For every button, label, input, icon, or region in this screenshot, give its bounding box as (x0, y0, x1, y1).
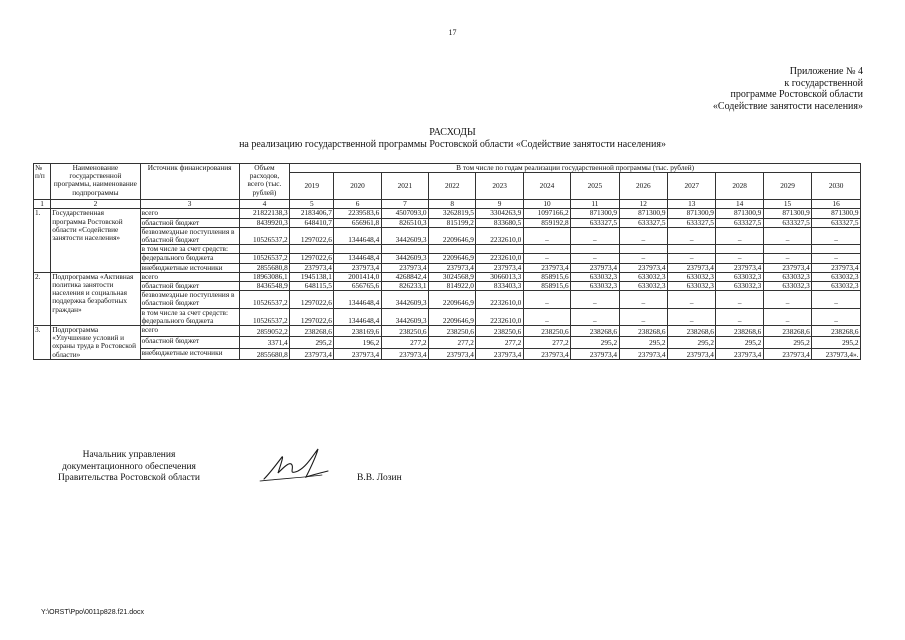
year-value-cell: 237973,4 (429, 348, 476, 359)
header-year-2030: 2030 (812, 173, 861, 200)
year-value-cell: 3442609,3 (381, 291, 428, 308)
table-row (34, 308, 861, 325)
year-value-cell: 238268,6 (812, 326, 861, 337)
year-value-cell (429, 245, 476, 254)
year-value-cell (290, 245, 334, 254)
year-value-cell: – (812, 254, 861, 263)
year-value-cell: 633327,5 (763, 218, 811, 227)
year-value-cell: – (523, 227, 570, 244)
year-value-cell: 833680,5 (476, 218, 523, 227)
funding-source: внебюджетные источники (140, 348, 239, 359)
year-value-cell: 238268,6 (290, 326, 334, 337)
year-value-cell: – (763, 254, 811, 263)
header-year-2021: 2021 (381, 173, 428, 200)
year-value-cell: 633032,3 (668, 272, 716, 281)
column-index-cell: 15 (763, 200, 811, 209)
handwritten-signature (258, 443, 330, 485)
year-value-cell: 277,2 (381, 337, 428, 348)
year-value-cell: 295,2 (290, 337, 334, 348)
header-year-2027: 2027 (668, 173, 716, 200)
year-value-cell: 237973,4 (290, 348, 334, 359)
total-volume-cell: 18963086,1 (239, 272, 290, 281)
total-volume-cell: 8436548,9 (239, 282, 290, 291)
year-value-cell (668, 245, 716, 254)
table-row (34, 245, 861, 254)
year-value-cell: 238250,6 (381, 326, 428, 337)
table-row (34, 218, 861, 227)
year-value-cell: – (763, 308, 811, 325)
total-volume-cell: 2859052,2 (239, 326, 290, 337)
table-row (34, 272, 861, 281)
year-value-cell: 2001414,0 (334, 272, 381, 281)
year-value-cell: 277,2 (476, 337, 523, 348)
year-value-cell: 277,2 (523, 337, 570, 348)
total-volume-cell: 2855680,8 (239, 348, 290, 359)
year-value-cell: 3442609,3 (381, 308, 428, 325)
year-value-cell: 237973,4 (716, 348, 763, 359)
year-value-cell: 295,2 (716, 337, 763, 348)
year-value-cell: 648115,5 (290, 282, 334, 291)
year-value-cell: – (716, 254, 763, 263)
year-value-cell (476, 245, 523, 254)
year-value-cell: 858915,6 (523, 272, 570, 281)
column-index-cell: 8 (429, 200, 476, 209)
year-value-cell: 871300,9 (571, 209, 619, 218)
signer-position-line-1: Начальник управления (82, 450, 176, 460)
year-value-cell: 238268,6 (619, 326, 667, 337)
title-sub: на реализацию государственной программы Ростовской области «Содействие занятости населения» (239, 138, 666, 150)
funding-source: всего (140, 326, 239, 337)
title-main: РАСХОДЫ (429, 127, 476, 138)
year-value-cell: 871300,9 (668, 209, 716, 218)
year-value-cell: 237973,4 (429, 263, 476, 272)
year-value-cell (716, 245, 763, 254)
year-value-cell: 237973,4 (381, 348, 428, 359)
header-year-2024: 2024 (523, 173, 570, 200)
year-value-cell: 871300,9 (763, 209, 811, 218)
year-value-cell: 3442609,3 (381, 227, 428, 244)
column-index-cell: 11 (571, 200, 619, 209)
year-value-cell: 237973,4 (571, 263, 619, 272)
year-value-cell: 238268,6 (668, 326, 716, 337)
total-volume-cell: 3371,4 (239, 337, 290, 348)
total-volume-cell: 10526537,2 (239, 291, 290, 308)
appendix-line-1: Приложение № 4 (789, 66, 863, 77)
year-value-cell: 2183406,7 (290, 209, 334, 218)
header-year-2019: 2019 (290, 173, 334, 200)
header-year-2020: 2020 (334, 173, 381, 200)
year-value-cell: – (668, 291, 716, 308)
column-index-row (34, 200, 861, 209)
document-title (0, 127, 905, 150)
program-number: 2. (34, 272, 51, 325)
year-value-cell: 2209646,9 (429, 227, 476, 244)
year-value-cell: 633327,5 (716, 218, 763, 227)
year-value-cell: – (619, 291, 667, 308)
year-value-cell: 871300,9 (619, 209, 667, 218)
year-value-cell: – (812, 227, 861, 244)
appendix-caption (623, 66, 863, 112)
year-value-cell: 237973,4 (523, 348, 570, 359)
year-value-cell: – (812, 308, 861, 325)
year-value-cell: 237973,4 (476, 348, 523, 359)
year-value-cell: 1297022,6 (290, 254, 334, 263)
funding-source: всего (140, 272, 239, 281)
total-volume-cell: 10526537,2 (239, 308, 290, 325)
year-value-cell: 2232610,0 (476, 308, 523, 325)
year-value-cell: 237973,4 (716, 263, 763, 272)
year-value-cell: – (716, 227, 763, 244)
year-value-cell: 277,2 (429, 337, 476, 348)
funding-source: безвозмездные поступления в областной бюджет (140, 291, 239, 308)
funding-source: безвозмездные поступления в областной бюджет (140, 227, 239, 244)
year-value-cell: 3262819,5 (429, 209, 476, 218)
column-index-cell: 12 (619, 200, 667, 209)
year-value-cell: – (619, 227, 667, 244)
year-value-cell: 3024568,9 (429, 272, 476, 281)
header-year-2029: 2029 (763, 173, 811, 200)
year-value-cell (381, 245, 428, 254)
year-value-cell: 815199,2 (429, 218, 476, 227)
year-value-cell: 859192,8 (523, 218, 570, 227)
header-year-2026: 2026 (619, 173, 667, 200)
signer-position-line-3: Правительства Ростовской области (58, 473, 200, 483)
year-value-cell: 826233,1 (381, 282, 428, 291)
year-value-cell: – (523, 291, 570, 308)
year-value-cell (619, 245, 667, 254)
year-value-cell: 237973,4 (812, 263, 861, 272)
program-name: Государственная программа Ростовской области «Содействие занятости населения» (51, 209, 140, 272)
year-value-cell: – (716, 308, 763, 325)
header-year-2025: 2025 (571, 173, 619, 200)
column-index-cell: 5 (290, 200, 334, 209)
funding-source: областной бюджет (140, 337, 239, 348)
year-value-cell: 1097166,2 (523, 209, 570, 218)
year-value-cell: 237973,4 (334, 263, 381, 272)
year-value-cell: 814922,0 (429, 282, 476, 291)
header-years-title: В том числе по годам реализации государственной программы (тыс. рублей) (290, 164, 861, 173)
header-source: Источник финансирования (140, 164, 239, 200)
year-value-cell: 238268,6 (571, 326, 619, 337)
year-value-cell: – (523, 308, 570, 325)
year-value-cell: 237973,4 (668, 263, 716, 272)
year-value-cell: 1344648,4 (334, 254, 381, 263)
column-index-cell: 6 (334, 200, 381, 209)
header-no: № п/п (34, 164, 51, 200)
year-value-cell: – (571, 254, 619, 263)
column-index-cell: 1 (34, 200, 51, 209)
year-value-cell: – (668, 308, 716, 325)
year-value-cell: 4268842,4 (381, 272, 428, 281)
year-value-cell: 2232610,0 (476, 227, 523, 244)
year-value-cell: 2232610,0 (476, 291, 523, 308)
year-value-cell: 633032,3 (812, 272, 861, 281)
year-value-cell: 237973,4 (334, 348, 381, 359)
table-row (34, 326, 861, 337)
year-value-cell: – (571, 291, 619, 308)
year-value-cell: 1297022,6 (290, 227, 334, 244)
year-value-cell: 237973,4 (571, 348, 619, 359)
year-value-cell: 3304263,9 (476, 209, 523, 218)
year-value-cell: 237973,4 (381, 263, 428, 272)
total-volume-cell: 21822138,3 (239, 209, 290, 218)
year-value-cell: 238250,6 (429, 326, 476, 337)
header-name: Наименование государственной программы, наименование подпрограммы (51, 164, 140, 200)
funding-source: всего (140, 209, 239, 218)
column-index-cell: 13 (668, 200, 716, 209)
year-value-cell: 295,2 (763, 337, 811, 348)
year-value-cell: 295,2 (812, 337, 861, 348)
table-row (34, 227, 861, 244)
year-value-cell: 1344648,4 (334, 227, 381, 244)
year-value-cell: – (523, 254, 570, 263)
year-value-cell: – (812, 291, 861, 308)
year-value-cell: 633032,3 (763, 282, 811, 291)
year-value-cell: 237973,4 (668, 348, 716, 359)
year-value-cell: 295,2 (571, 337, 619, 348)
table-row (34, 348, 861, 359)
column-index-cell: 10 (523, 200, 570, 209)
program-number: 1. (34, 209, 51, 272)
year-value-cell: 238268,6 (763, 326, 811, 337)
year-value-cell: 295,2 (668, 337, 716, 348)
funding-source: областной бюджет (140, 218, 239, 227)
total-volume-cell: 10526537,2 (239, 227, 290, 244)
year-value-cell: 237973,4 (619, 263, 667, 272)
year-value-cell: 2209646,9 (429, 254, 476, 263)
year-value-cell: – (716, 291, 763, 308)
appendix-line-2: к государственной (784, 77, 863, 89)
table-row (34, 291, 861, 308)
year-value-cell: 237973,4 (290, 263, 334, 272)
year-value-cell: 633032,3 (763, 272, 811, 281)
year-value-cell: 196,2 (334, 337, 381, 348)
column-index-cell: 7 (381, 200, 428, 209)
appendix-line-4: «Содействие занятости населения» (712, 100, 863, 112)
year-value-cell: 1344648,4 (334, 308, 381, 325)
year-value-cell: 237973,4 (619, 348, 667, 359)
year-value-cell: 238268,6 (716, 326, 763, 337)
header-year-2022: 2022 (429, 173, 476, 200)
column-index-cell: 9 (476, 200, 523, 209)
year-value-cell (571, 245, 619, 254)
year-value-cell (763, 245, 811, 254)
column-index-cell: 3 (140, 200, 239, 209)
year-value-cell (334, 245, 381, 254)
year-value-cell: 633032,3 (619, 272, 667, 281)
year-value-cell: 871300,9 (812, 209, 861, 218)
year-value-cell: 871300,9 (716, 209, 763, 218)
year-value-cell: – (571, 308, 619, 325)
year-value-cell: 833403,3 (476, 282, 523, 291)
file-path: Y:\ORST\Ppo\0011p828.f21.docx (41, 609, 144, 616)
year-value-cell: 633032,3 (571, 272, 619, 281)
funding-source: внебюджетные источники (140, 263, 239, 272)
column-index-cell: 2 (51, 200, 140, 209)
year-value-cell: 1297022,6 (290, 308, 334, 325)
year-value-cell: 2239583,6 (334, 209, 381, 218)
year-value-cell: 237973,4 (523, 263, 570, 272)
year-value-cell: 238250,6 (523, 326, 570, 337)
year-value-cell: 3442609,3 (381, 254, 428, 263)
column-index-cell: 14 (716, 200, 763, 209)
year-value-cell: 656765,6 (334, 282, 381, 291)
year-value-cell: 858915,6 (523, 282, 570, 291)
year-value-cell: – (668, 227, 716, 244)
year-value-cell: 633327,5 (571, 218, 619, 227)
year-value-cell: 633032,3 (668, 282, 716, 291)
year-value-cell: 633032,3 (571, 282, 619, 291)
year-value-cell (812, 245, 861, 254)
year-value-cell: 633327,5 (619, 218, 667, 227)
year-value-cell: 1344648,4 (334, 291, 381, 308)
year-value-cell: 633327,5 (668, 218, 716, 227)
total-volume-cell: 10526537,2 (239, 254, 290, 263)
year-value-cell: 238250,6 (476, 326, 523, 337)
year-value-cell: – (619, 308, 667, 325)
year-value-cell: 237973,4 (763, 348, 811, 359)
appendix-line-3: программе Ростовской области (730, 89, 863, 100)
expenses-table (33, 163, 861, 360)
year-value-cell: 237973,4 (763, 263, 811, 272)
funding-source: в том числе за счет средств: федерального бюджета (140, 308, 239, 325)
year-value-cell (523, 245, 570, 254)
year-value-cell: 656961,8 (334, 218, 381, 227)
year-value-cell: 2209646,9 (429, 291, 476, 308)
year-value-cell: 633327,5 (812, 218, 861, 227)
table-row (34, 337, 861, 348)
program-number: 3. (34, 326, 51, 360)
year-value-cell: 633032,3 (716, 272, 763, 281)
program-name: Подпрограмма «Улучшение условий и охраны труда в Ростовской области» (51, 326, 140, 360)
year-value-cell: 4507093,0 (381, 209, 428, 218)
year-value-cell: – (668, 254, 716, 263)
header-year-2023: 2023 (476, 173, 523, 200)
table-row (34, 263, 861, 272)
year-value-cell: 295,2 (619, 337, 667, 348)
year-value-cell: 1945138,1 (290, 272, 334, 281)
total-volume-cell: 8439920,3 (239, 218, 290, 227)
total-volume-cell: 2855680,8 (239, 263, 290, 272)
year-value-cell: 1297022,6 (290, 291, 334, 308)
header-volume: Объем расходов, всего (тыс. рублей) (239, 164, 290, 200)
year-value-cell: 633032,3 (619, 282, 667, 291)
year-value-cell: 237973,4». (812, 348, 861, 359)
year-value-cell: 826510,3 (381, 218, 428, 227)
signature-block (44, 450, 214, 485)
funding-source: областной бюджет (140, 282, 239, 291)
year-value-cell: 648410,7 (290, 218, 334, 227)
total-volume-cell (239, 245, 290, 254)
header-year-2028: 2028 (716, 173, 763, 200)
funding-source: в том числе за счет средств: (140, 245, 239, 254)
table-row (34, 254, 861, 263)
funding-source: федерального бюджета (140, 254, 239, 263)
signer-name: В.В. Лозин (357, 473, 402, 483)
page-number: 17 (448, 28, 457, 37)
table-row (34, 209, 861, 218)
year-value-cell: – (619, 254, 667, 263)
year-value-cell: 633032,3 (716, 282, 763, 291)
program-name: Подпрограмма «Активная политика занятости населения и социальная поддержка безработных граждан» (51, 272, 140, 325)
year-value-cell: 237973,4 (476, 263, 523, 272)
expenses-table-container (33, 163, 861, 360)
year-value-cell: 3066013,3 (476, 272, 523, 281)
year-value-cell: 238169,6 (334, 326, 381, 337)
column-index-cell: 4 (239, 200, 290, 209)
year-value-cell: 2232610,0 (476, 254, 523, 263)
signer-position-line-2: документационного обеспечения (62, 461, 196, 472)
year-value-cell: 633032,3 (812, 282, 861, 291)
column-index-cell: 16 (812, 200, 861, 209)
year-value-cell: – (763, 291, 811, 308)
year-value-cell: 2209646,9 (429, 308, 476, 325)
table-row (34, 282, 861, 291)
year-value-cell: – (571, 227, 619, 244)
year-value-cell: – (763, 227, 811, 244)
